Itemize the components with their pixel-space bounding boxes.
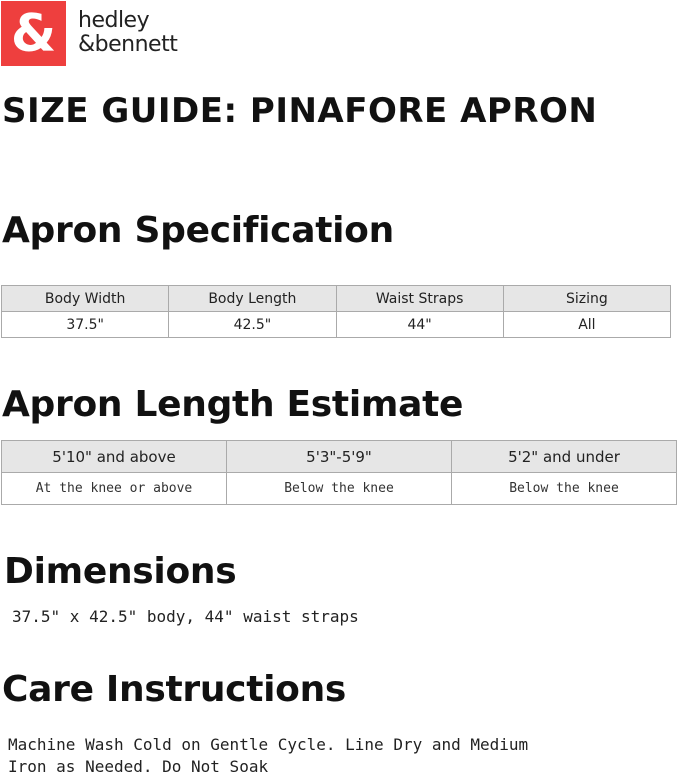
table-header-row [2,441,677,473]
care-instructions-heading: Care Instructions [2,669,347,710]
table-cell-length-short: Below the knee [452,473,677,505]
column-header-body-width: Body Width [2,286,169,312]
column-header-waist-straps: Waist Straps [336,286,503,312]
apron-specification-heading: Apron Specification [2,210,394,251]
apron-specification-table [1,285,671,338]
table-cell-body-width: 37.5" [2,312,169,338]
apron-length-estimate-heading: Apron Length Estimate [2,384,464,425]
table-cell-waist-straps: 44" [336,312,503,338]
brand-logo-mark [1,1,66,66]
brand-wordmark [78,9,177,57]
table-row [2,312,671,338]
apron-length-estimate-table [1,440,677,505]
dimensions-text: 37.5" x 42.5" body, 44" waist straps [12,607,359,626]
table-header-row [2,286,671,312]
column-header-body-length: Body Length [169,286,336,312]
brand-name-line-1: hedley [78,8,150,33]
page-title: SIZE GUIDE: PINAFORE APRON [2,91,598,131]
column-header-sizing: Sizing [503,286,670,312]
column-header-height-tall: 5'10" and above [2,441,227,473]
dimensions-heading: Dimensions [4,551,237,592]
table-cell-length-medium: Below the knee [227,473,452,505]
table-cell-length-tall: At the knee or above [2,473,227,505]
column-header-height-short: 5'2" and under [452,441,677,473]
table-cell-sizing: All [503,312,670,338]
column-header-height-medium: 5'3"-5'9" [227,441,452,473]
table-row [2,473,677,505]
care-instructions-text: Machine Wash Cold on Gentle Cycle. Line Dry and Medium Iron as Needed. Do Not Soak [8,735,529,776]
ampersand-logo-icon: & [10,3,57,64]
table-cell-body-length: 42.5" [169,312,336,338]
brand-name-line-2: &bennett [78,32,178,57]
